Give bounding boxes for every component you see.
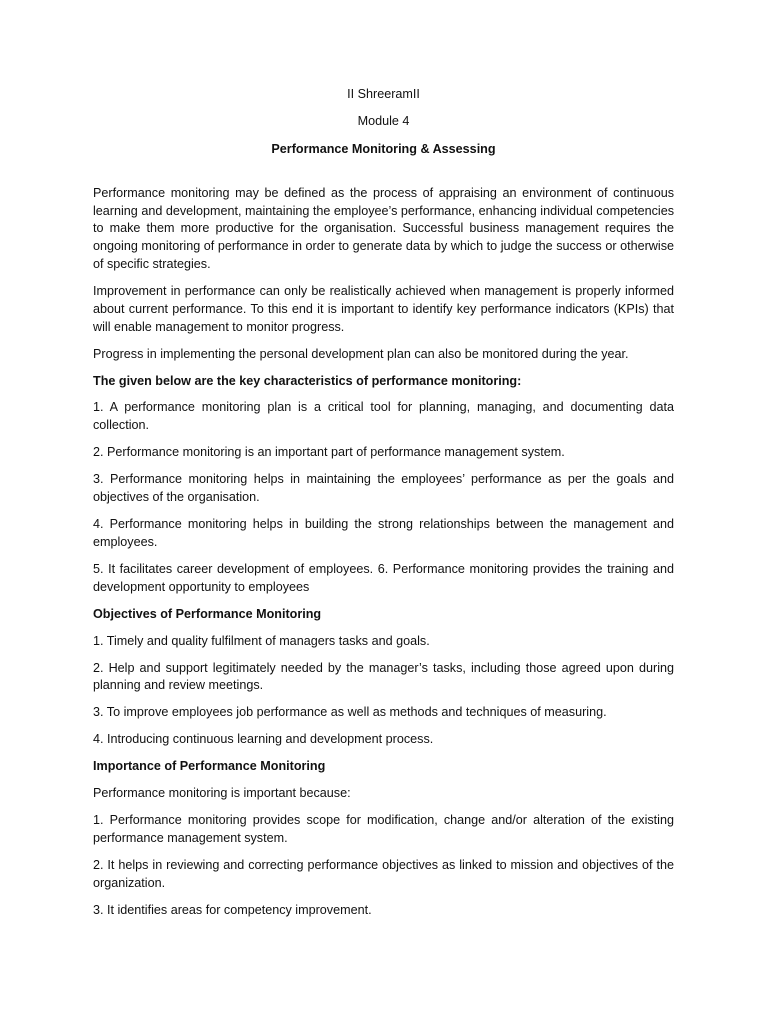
objectives-item-4: 4. Introducing continuous learning and development process.: [93, 732, 434, 747]
importance-intro: Performance monitoring is important because:: [93, 786, 351, 801]
importance-item-1: 1. Performance monitoring provides scope for modification, change and/or alteration of the existing performance management system.: [93, 813, 674, 846]
characteristics-item-2: 2. Performance monitoring is an important part of performance management system.: [93, 445, 565, 460]
importance-heading: Importance of Performance Monitoring: [93, 759, 326, 774]
intro-paragraph-3: Progress in implementing the personal development plan can also be monitored during the year.: [93, 346, 629, 361]
characteristics-item-1: 1. A performance monitoring plan is a critical tool for planning, managing, and documenting data collection.: [93, 400, 674, 433]
importance-item-2: 2. It helps in reviewing and correcting performance objectives as linked to mission and objectives of the organization.: [93, 858, 674, 890]
characteristics-item-5: 5. It facilitates career development of employees. 6. Performance monitoring provides the training and development opportunity to employees: [93, 561, 674, 594]
document-page: [93, 86, 674, 929]
objectives-item-1: 1. Timely and quality fulfilment of managers tasks and goals.: [93, 633, 430, 648]
spacer: [93, 159, 674, 185]
header-line-1: II ShreeramII: [347, 87, 420, 101]
intro-paragraph-2: Improvement in performance can only be realistically achieved when management is properly informed about current performance. To this end it is important to identify key performance indicators (KPIs) that will enable management to monitor progress.: [93, 283, 674, 334]
objectives-item-2: 2. Help and support legitimately needed by the manager’s tasks, including those agreed upon during planning and review meetings.: [93, 660, 674, 693]
characteristics-heading: The given below are the key characteristics of performance monitoring:: [93, 373, 522, 388]
characteristics-item-3: 3. Performance monitoring helps in maintaining the employees’ performance as per the goals and objectives of the organisation.: [93, 472, 674, 505]
header-line-2: Module 4: [357, 114, 410, 129]
characteristics-item-4: 4. Performance monitoring helps in building the strong relationships between the management and employees.: [93, 517, 674, 549]
intro-paragraph-1: Performance monitoring may be defined as the process of appraising an environment of continuous learning and development, maintaining the employee’s performance, enhancing individual competencies to make them more productive for the organisation. Successful business management requires the ongoing monitoring of performance in order to generate data by which to judge the success or otherwise of specific strategies.: [93, 185, 674, 271]
importance-item-3: 3. It identifies areas for competency improvement.: [93, 902, 372, 917]
objectives-item-3: 3. To improve employees job performance as well as methods and techniques of measuring.: [93, 705, 607, 720]
page-title: Performance Monitoring & Assessing: [271, 141, 496, 156]
objectives-heading: Objectives of Performance Monitoring: [93, 606, 322, 621]
